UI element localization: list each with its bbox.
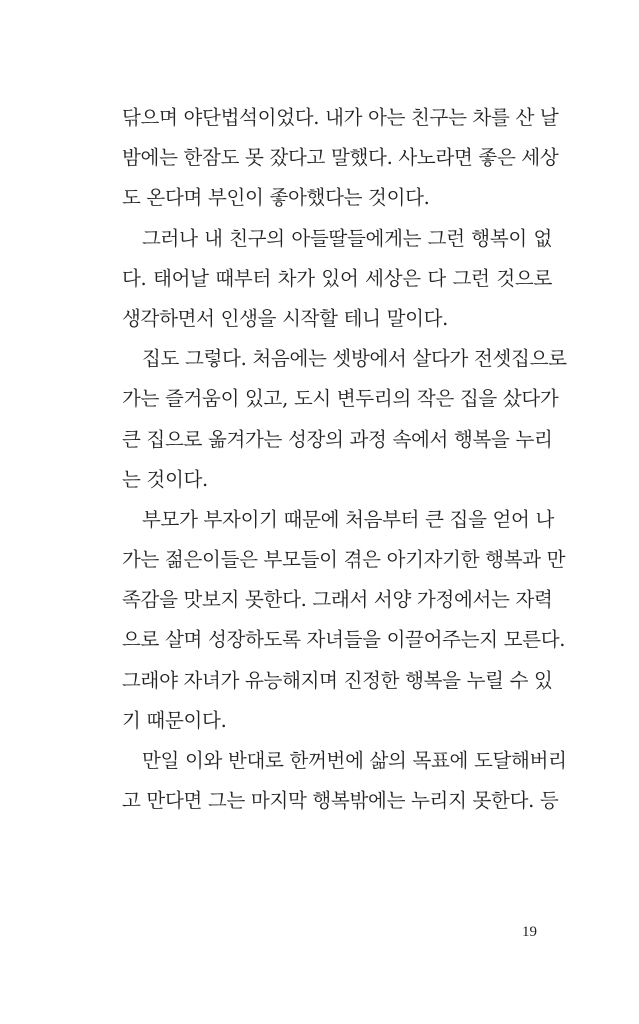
text-line: 가는 즐거움이 있고, 도시 변두리의 작은 집을 샀다가 xyxy=(122,387,559,411)
text-line: 가는 젊은이들은 부모들이 겪은 아기자기한 행복과 만 xyxy=(122,548,566,572)
text-line: 집도 그렇다. 처음에는 셋방에서 살다가 전셋집으로 xyxy=(142,347,567,371)
text-line: 다. 태어날 때부터 차가 있어 세상은 다 그런 것으로 xyxy=(122,266,552,290)
text-line: 도 온다며 부인이 좋아했다는 것이다. xyxy=(122,186,430,210)
text-line: 으로 살며 성장하도록 자녀들을 이끌어주는지 모른다. xyxy=(122,628,566,652)
text-line: 큰 집으로 옮겨가는 성장의 과정 속에서 행복을 누리 xyxy=(122,427,553,451)
text-line: 기 때문이다. xyxy=(122,708,227,732)
text-line: 족감을 맛보지 못한다. 그래서 서양 가정에서는 자력 xyxy=(122,588,553,612)
text-line: 생각하면서 인생을 시작할 테니 말이다. xyxy=(122,306,449,330)
text-line: 만일 이와 반대로 한꺼번에 삶의 목표에 도달해버리 xyxy=(142,749,567,772)
text-line: 그러나 내 친구의 아들딸들에게는 그런 행복이 없 xyxy=(142,226,552,250)
text-line: 고 만다면 그는 마지막 행복밖에는 누리지 못한다. 등 xyxy=(122,789,559,813)
page-number: 19 xyxy=(522,924,537,940)
text-line: 는 것이다. xyxy=(122,467,208,491)
text-line: 부모가 부자이기 때문에 처음부터 큰 집을 얻어 나 xyxy=(142,507,555,531)
text-line: 닦으며 야단법석이었다. 내가 아는 친구는 차를 산 날 xyxy=(122,106,559,129)
text-line: 그래야 자녀가 유능해지며 진정한 행복을 누릴 수 있 xyxy=(122,668,553,692)
body-text xyxy=(122,98,567,821)
text-line: 밤에는 한잠도 못 잤다고 말했다. 사노라면 좋은 세상 xyxy=(122,146,559,170)
